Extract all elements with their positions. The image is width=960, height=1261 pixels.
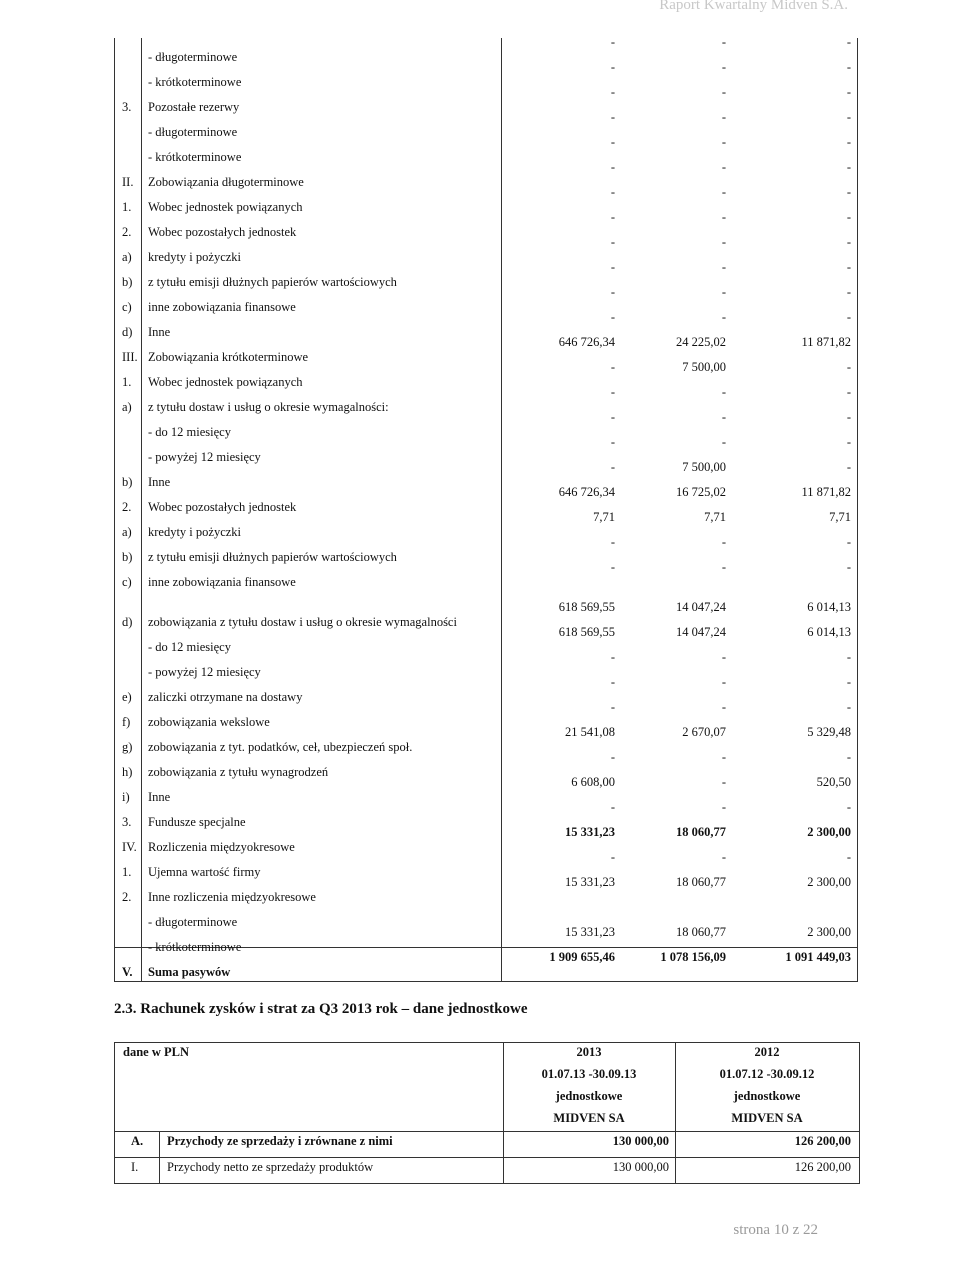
row-label: - długoterminowe <box>148 125 238 139</box>
row-label: Fundusze specjalne <box>148 815 246 829</box>
row-value: 18 060,77 <box>676 875 726 889</box>
row-value: 6 014,13 <box>807 625 851 639</box>
row-value: - <box>610 650 615 664</box>
row-value: - <box>610 160 615 174</box>
row-value: 2 300,00 <box>807 875 851 889</box>
row-number: c) <box>122 300 132 314</box>
row-number: f) <box>122 715 131 729</box>
row-value: - <box>846 410 851 424</box>
row-value: 126 200,00 <box>794 1134 851 1148</box>
income-statement-table <box>114 1042 860 1184</box>
row-label: Wobec pozostałych jednostek <box>148 225 297 239</box>
row-label: Rozliczenia międzyokresowe <box>148 840 295 854</box>
row-value: - <box>610 60 615 74</box>
row-number: d) <box>122 325 133 339</box>
row-value: - <box>610 360 615 374</box>
row-value: 24 225,02 <box>676 335 726 349</box>
table-row <box>114 418 858 443</box>
row-label: inne zobowiązania finansowe <box>148 575 296 589</box>
row-value: 646 726,34 <box>558 485 615 499</box>
row-value: - <box>846 85 851 99</box>
table-row <box>114 143 858 168</box>
row-label: - powyżej 12 miesięcy <box>148 450 261 464</box>
row-value: - <box>846 135 851 149</box>
row-number: g) <box>122 740 133 754</box>
section-title: 2.3. Rachunek zysków i strat za Q3 2013 rok – dane jednostkowe <box>114 1001 528 1017</box>
row-label: Wobec jednostek powiązanych <box>148 200 303 214</box>
row-number: c) <box>122 575 132 589</box>
table-row <box>114 858 858 883</box>
row-number: V. <box>122 965 133 979</box>
row-value: - <box>721 535 726 549</box>
row-label: z tytułu emisji dłużnych papierów wartościowych <box>148 550 397 564</box>
table-row <box>114 43 858 68</box>
row-value: - <box>610 260 615 274</box>
row-value: - <box>610 110 615 124</box>
row-label: - krótkoterminowe <box>148 150 242 164</box>
row-value: - <box>610 535 615 549</box>
row-value: - <box>721 35 726 49</box>
row-value: 14 047,24 <box>676 600 726 614</box>
table-row <box>114 318 858 343</box>
row-divider <box>115 1157 859 1158</box>
row-label: kredyty i pożyczki <box>148 250 242 264</box>
row-number: A. <box>131 1134 144 1148</box>
row-value: - <box>846 160 851 174</box>
row-value: - <box>610 185 615 199</box>
row-value: - <box>721 60 726 74</box>
row-value: - <box>846 260 851 274</box>
row-value: - <box>610 285 615 299</box>
row-value: - <box>610 310 615 324</box>
row-value: - <box>610 210 615 224</box>
col2-period: 01.07.12 -30.09.12 <box>719 1067 815 1081</box>
table-row <box>114 758 858 783</box>
col2-year: 2012 <box>754 1045 780 1059</box>
row-label: zobowiązania z tytułu wynagrodzeń <box>148 765 329 779</box>
row-label: - krótkoterminowe <box>148 940 242 954</box>
row-value: - <box>846 800 851 814</box>
row-value: 1 091 449,03 <box>785 950 851 964</box>
table-row <box>114 68 858 93</box>
row-value: 15 331,23 <box>565 825 615 839</box>
row-number: b) <box>122 550 133 564</box>
table-row <box>114 493 858 518</box>
row-value: - <box>846 750 851 764</box>
row-number: 2. <box>122 890 132 904</box>
row-value: - <box>846 210 851 224</box>
row-value: - <box>846 850 851 864</box>
row-value: - <box>721 160 726 174</box>
row-number: d) <box>122 615 133 629</box>
row-label: - krótkoterminowe <box>148 75 242 89</box>
row-value: 15 331,23 <box>565 875 615 889</box>
row-value: - <box>610 410 615 424</box>
row-label: Zobowiązania długoterminowe <box>148 175 304 189</box>
row-number: 2. <box>122 225 132 239</box>
row-value: - <box>721 135 726 149</box>
row-value: 7,71 <box>593 510 615 524</box>
row-number: b) <box>122 475 133 489</box>
row-label: zobowiązania z tyt. podatków, ceł, ubezpieczeń społ. <box>148 740 413 754</box>
col1-period: 01.07.13 -30.09.13 <box>541 1067 637 1081</box>
row-value: - <box>610 235 615 249</box>
col1-type: jednostkowe <box>555 1089 623 1103</box>
row-value: 520,50 <box>816 775 851 789</box>
table-row <box>114 568 858 593</box>
col1-year: 2013 <box>576 1045 602 1059</box>
row-value: - <box>721 700 726 714</box>
table-row <box>114 658 858 683</box>
row-value: - <box>610 85 615 99</box>
table-row <box>114 683 858 708</box>
row-label: Zobowiązania krótkoterminowe <box>148 350 309 364</box>
row-value: - <box>610 850 615 864</box>
col2-entity: MIDVEN SA <box>731 1111 803 1125</box>
row-value: - <box>721 110 726 124</box>
row-label: Inne <box>148 475 171 489</box>
row-label: - powyżej 12 miesięcy <box>148 665 261 679</box>
row-value: - <box>846 60 851 74</box>
row-label: z tytułu dostaw i usług o okresie wymagalności: <box>148 400 389 414</box>
row-value: - <box>721 435 726 449</box>
row-value: - <box>610 560 615 574</box>
table-row <box>114 733 858 758</box>
row-value: 618 569,55 <box>558 600 615 614</box>
row-label: Ujemna wartość firmy <box>148 865 261 879</box>
row-number: a) <box>122 400 132 414</box>
table-row <box>114 443 858 468</box>
row-value: 18 060,77 <box>676 825 726 839</box>
row-value: 21 541,08 <box>565 725 615 739</box>
row-value: - <box>846 560 851 574</box>
table-row <box>114 933 858 958</box>
row-value: - <box>846 435 851 449</box>
row-number: 3. <box>122 100 132 114</box>
col2-type: jednostkowe <box>733 1089 801 1103</box>
table-row <box>114 293 858 318</box>
table-row <box>114 468 858 493</box>
row-value: - <box>846 535 851 549</box>
row-value: - <box>721 750 726 764</box>
row-value: 11 871,82 <box>801 485 851 499</box>
row-label: Przychody ze sprzedaży i zrównane z nimi <box>167 1134 393 1148</box>
row-label: - długoterminowe <box>148 50 238 64</box>
row-value: - <box>721 310 726 324</box>
row-label: Inne <box>148 325 171 339</box>
row-label: inne zobowiązania finansowe <box>148 300 296 314</box>
row-number: 1. <box>122 200 132 214</box>
row-value: - <box>846 310 851 324</box>
row-value: - <box>721 675 726 689</box>
table-row <box>114 168 858 193</box>
table-row <box>114 958 858 983</box>
table-row <box>114 118 858 143</box>
row-value: 2 670,07 <box>682 725 726 739</box>
row-value: 7,71 <box>829 510 851 524</box>
row-value: - <box>610 460 615 474</box>
row-value: - <box>610 700 615 714</box>
row-value: 130 000,00 <box>612 1134 669 1148</box>
row-value: 18 060,77 <box>676 925 726 939</box>
row-value: - <box>846 185 851 199</box>
row-value: - <box>846 110 851 124</box>
row-value: 7 500,00 <box>682 360 726 374</box>
row-value: - <box>846 460 851 474</box>
row-value: 1 909 655,46 <box>549 950 615 964</box>
row-value: - <box>721 410 726 424</box>
row-number: 1. <box>122 865 132 879</box>
row-value: 15 331,23 <box>565 925 615 939</box>
row-value: - <box>610 675 615 689</box>
row-number: a) <box>122 250 132 264</box>
table-row <box>114 883 858 908</box>
row-number: 1. <box>122 375 132 389</box>
row-value: 6 608,00 <box>571 775 615 789</box>
row-number: e) <box>122 690 132 704</box>
table-row <box>114 368 858 393</box>
table-row <box>114 518 858 543</box>
row-value: 2 300,00 <box>807 925 851 939</box>
table-row <box>114 218 858 243</box>
row-value: - <box>721 185 726 199</box>
row-value: - <box>846 285 851 299</box>
row-number: a) <box>122 525 132 539</box>
row-number: b) <box>122 275 133 289</box>
liabilities-table <box>114 35 858 982</box>
table-row <box>114 783 858 808</box>
row-value: - <box>721 235 726 249</box>
row-value: 16 725,02 <box>676 485 726 499</box>
row-value: - <box>846 385 851 399</box>
row-label: Przychody netto ze sprzedaży produktów <box>167 1160 374 1174</box>
row-label: Wobec pozostałych jednostek <box>148 500 297 514</box>
row-value: 2 300,00 <box>807 825 851 839</box>
row-value: - <box>721 775 726 789</box>
row-value: - <box>721 850 726 864</box>
row-number: h) <box>122 765 133 779</box>
row-value: - <box>721 85 726 99</box>
row-number: III. <box>122 350 138 364</box>
row-number: I. <box>131 1160 139 1174</box>
row-value: - <box>721 650 726 664</box>
table-row <box>114 268 858 293</box>
column-divider <box>159 1131 160 1183</box>
row-value: 646 726,34 <box>558 335 615 349</box>
table-row <box>114 833 858 858</box>
table-row <box>114 808 858 833</box>
col1-entity: MIDVEN SA <box>553 1111 625 1125</box>
row-number: 3. <box>122 815 132 829</box>
header-divider <box>115 1131 859 1132</box>
row-value: - <box>610 135 615 149</box>
row-value: - <box>846 700 851 714</box>
row-value: 14 047,24 <box>676 625 726 639</box>
row-label: zobowiązania z tytułu dostaw i usług o okresie wymagalności <box>148 615 457 629</box>
unit-label: dane w PLN <box>123 1045 189 1059</box>
row-label: kredyty i pożyczki <box>148 525 242 539</box>
row-label: - do 12 miesięcy <box>148 640 231 654</box>
row-number: II. <box>122 175 134 189</box>
row-value: - <box>610 435 615 449</box>
row-value: 11 871,82 <box>801 335 851 349</box>
row-value: 1 078 156,09 <box>660 950 726 964</box>
row-label: z tytułu emisji dłużnych papierów wartościowych <box>148 275 397 289</box>
row-value: - <box>721 210 726 224</box>
row-value: - <box>721 260 726 274</box>
row-label: - długoterminowe <box>148 915 238 929</box>
row-label: Inne rozliczenia międzyokresowe <box>148 890 316 904</box>
report-header-title: Raport Kwartalny Midven S.A. <box>659 0 848 13</box>
row-value: - <box>610 35 615 49</box>
row-value: - <box>846 360 851 374</box>
row-value: - <box>721 560 726 574</box>
row-value: - <box>846 675 851 689</box>
row-label: Pozostałe rezerwy <box>148 100 240 114</box>
row-label: Wobec jednostek powiązanych <box>148 375 303 389</box>
row-value: - <box>610 385 615 399</box>
page-number: strona 10 z 22 <box>733 1222 818 1238</box>
table-row <box>114 908 858 933</box>
row-label: Inne <box>148 790 171 804</box>
row-number: i) <box>122 790 130 804</box>
table-row <box>114 343 858 368</box>
table-row <box>114 193 858 218</box>
row-label: Suma pasywów <box>148 965 231 979</box>
row-label: zaliczki otrzymane na dostawy <box>148 690 303 704</box>
row-value: 5 329,48 <box>807 725 851 739</box>
row-value: 7 500,00 <box>682 460 726 474</box>
row-value: 130 000,00 <box>612 1160 669 1174</box>
table-row <box>114 243 858 268</box>
table-row <box>114 543 858 568</box>
row-label: - do 12 miesięcy <box>148 425 231 439</box>
row-value: 126 200,00 <box>794 1160 851 1174</box>
row-value: 618 569,55 <box>558 625 615 639</box>
row-number: 2. <box>122 500 132 514</box>
table-row <box>114 633 858 658</box>
row-label: zobowiązania wekslowe <box>148 715 270 729</box>
table-row <box>114 393 858 418</box>
row-value: - <box>846 235 851 249</box>
row-value: 6 014,13 <box>807 600 851 614</box>
table-row <box>114 93 858 118</box>
row-value: - <box>721 800 726 814</box>
row-value: - <box>846 35 851 49</box>
row-value: - <box>610 800 615 814</box>
table-row <box>114 708 858 733</box>
row-value: - <box>846 650 851 664</box>
row-value: - <box>721 285 726 299</box>
row-value: 7,71 <box>704 510 726 524</box>
row-number: IV. <box>122 840 137 854</box>
row-value: - <box>610 750 615 764</box>
row-value: - <box>721 385 726 399</box>
table-row <box>114 608 858 633</box>
